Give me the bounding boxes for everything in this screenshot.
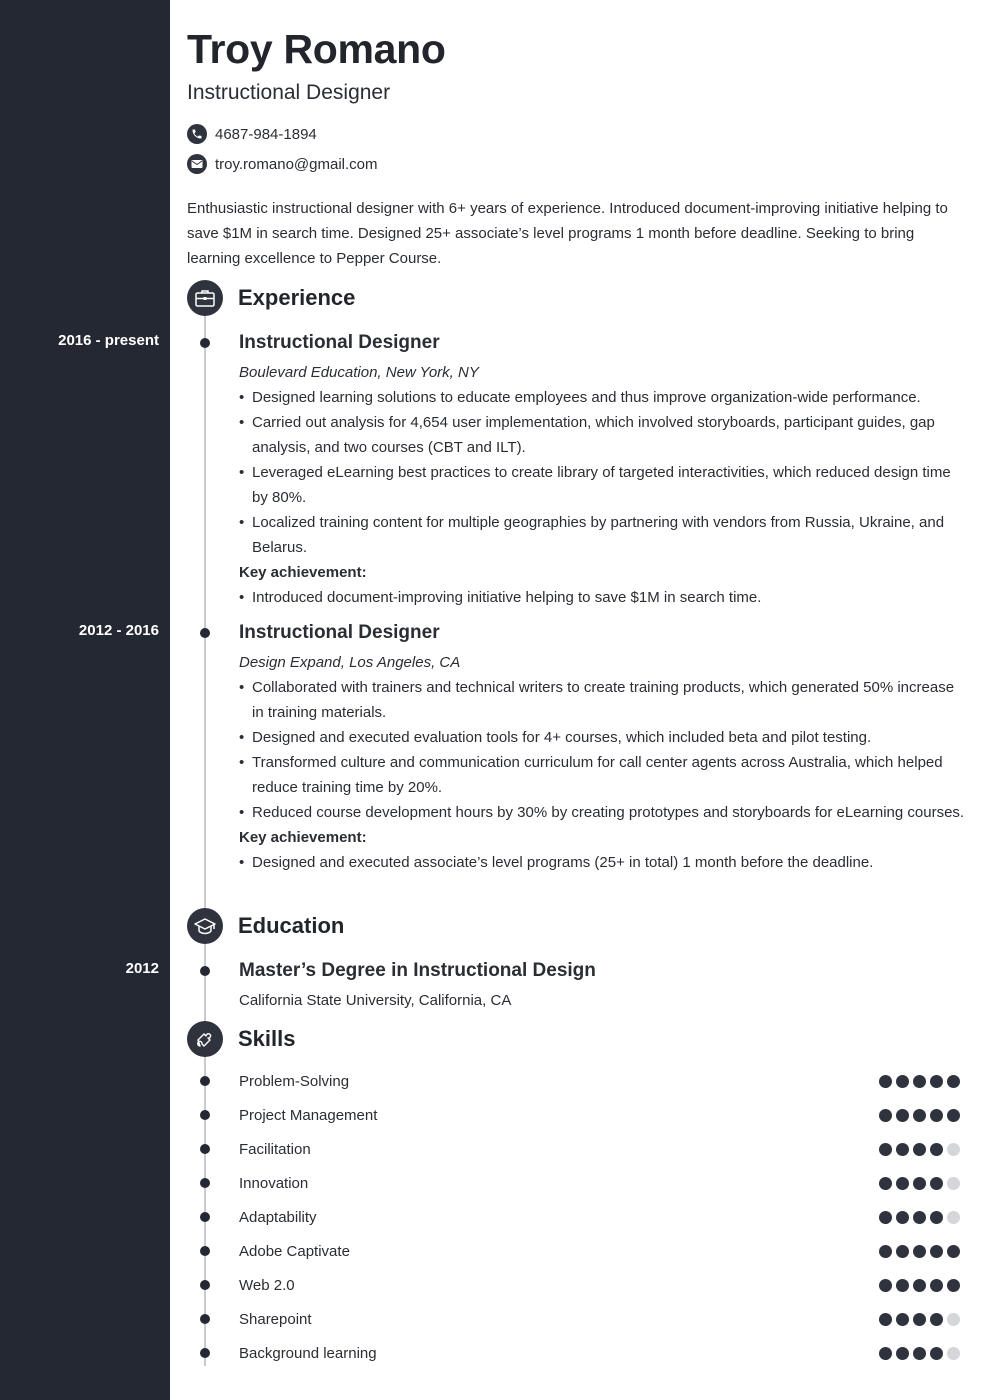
job-bullet: • Leveraged eLearning best practices to create library of targeted interactivities, which reduced design time by 80%. [239,460,969,510]
key-achievement: • Introduced document-improving initiative helping to save $1M in search time. [239,585,969,610]
rating-dot-filled [947,1245,960,1258]
skills-title: Skills [238,1026,296,1051]
job-bullet: • Reduced course development hours by 30% by creating prototypes and storyboards for eLearning courses. [239,800,969,825]
rating-dot-filled [913,1313,926,1326]
education-entry [239,959,969,1013]
skill-rating [875,1143,960,1156]
experience-title: Experience [238,285,356,310]
rating-dot-filled [913,1347,926,1360]
job-bullet: • Transformed culture and communication curriculum for call center agents across Australia, which helped reduce training time by 20%. [239,750,969,800]
skill-name: Adobe Captivate [239,1242,350,1260]
skill-rating [875,1279,960,1292]
skill-rating [875,1211,960,1224]
skill-name: Background learning [239,1344,377,1362]
skill-row [239,1273,960,1297]
rating-dot-filled [913,1143,926,1156]
job-company: Design Expand, Los Angeles, CA [239,654,461,671]
rating-dot-filled [930,1075,943,1088]
rating-dot-empty [947,1211,960,1224]
skill-name: Project Management [239,1106,378,1124]
skill-row [239,1341,960,1365]
rating-dot-filled [913,1245,926,1258]
skill-row [239,1137,960,1161]
briefcase-icon [187,280,223,316]
timeline-dot [200,1178,210,1188]
education-date: 2012 [125,960,159,977]
education-header [187,908,344,944]
job-bullets [239,675,969,825]
rating-dot-filled [896,1075,909,1088]
rating-dot-filled [879,1279,892,1292]
job-date: 2016 - present [58,332,159,349]
timeline-dot [200,1348,210,1358]
job-date: 2012 - 2016 [78,622,159,639]
timeline-dot [200,1280,210,1290]
graduation-cap-icon [187,908,223,944]
skill-rating [875,1177,960,1190]
experience-header [187,280,355,316]
rating-dot-empty [947,1177,960,1190]
rating-dot-filled [879,1075,892,1088]
job-bullets [239,385,969,560]
rating-dot-filled [930,1279,943,1292]
profile-summary: Enthusiastic instructional designer with 6+ years of experience. Introduced document-improving initiative helping to save $1M in search time. Designed 25+ associate’s level programs 1 month before deadline. Seeking to bring learning excellence to Pepper Course. [187,200,948,267]
job-entry [239,621,969,875]
job-bullet: • Localized training content for multiple geographies by partnering with vendors from Russia, Ukraine, and Belarus. [239,510,969,560]
contact-phone [187,123,317,145]
rating-dot-filled [947,1075,960,1088]
rating-dot-filled [896,1109,909,1122]
job-bullet: • Collaborated with trainers and technical writers to create training products, which generated 50% increase in training materials. [239,675,969,725]
job-company: Boulevard Education, New York, NY [239,364,479,381]
timeline-line [204,300,206,1366]
skill-row [239,1103,960,1127]
skill-name: Innovation [239,1174,309,1192]
rating-dot-filled [913,1177,926,1190]
skill-rating [875,1347,960,1360]
key-achievement-label: Key achievement: [239,829,367,846]
rating-dot-filled [896,1347,909,1360]
rating-dot-filled [896,1279,909,1292]
skill-rating [875,1075,960,1088]
candidate-role: Instructional Designer [187,81,391,104]
rating-dot-filled [879,1313,892,1326]
rating-dot-filled [896,1143,909,1156]
job-title: Instructional Designer [239,332,440,353]
skill-name: Adaptability [239,1208,317,1226]
education-title: Education [238,913,345,938]
skill-name: Facilitation [239,1140,311,1158]
rating-dot-filled [913,1109,926,1122]
key-achievement-list [239,850,969,875]
skill-name: Web 2.0 [239,1276,295,1294]
rating-dot-empty [947,1313,960,1326]
skill-row [239,1307,960,1331]
rating-dot-filled [930,1245,943,1258]
candidate-name: Troy Romano [187,26,446,72]
timeline-dot [200,966,210,976]
phone-icon [187,124,207,144]
rating-dot-filled [930,1177,943,1190]
skill-row [239,1239,960,1263]
rating-dot-filled [879,1347,892,1360]
rating-dot-filled [930,1109,943,1122]
rating-dot-filled [896,1245,909,1258]
rating-dot-filled [913,1211,926,1224]
rating-dot-filled [879,1245,892,1258]
rating-dot-filled [947,1279,960,1292]
key-achievement-label: Key achievement: [239,564,367,581]
contact-email [187,153,378,175]
rating-dot-filled [896,1211,909,1224]
rating-dot-filled [930,1313,943,1326]
rating-dot-empty [947,1143,960,1156]
skill-row [239,1205,960,1229]
timeline-dot [200,1076,210,1086]
timeline-dot [200,1110,210,1120]
skill-row [239,1069,960,1093]
key-achievement: • Designed and executed associate’s level programs (25+ in total) 1 month before the deadline. [239,850,969,875]
job-bullet: • Designed learning solutions to educate employees and thus improve organization-wide performance. [239,385,969,410]
degree-title: Master’s Degree in Instructional Design [239,960,596,981]
timeline-dot [200,1246,210,1256]
job-bullet: • Carried out analysis for 4,654 user implementation, which involved storyboards, participant guides, gap analysis, and two courses (CBT and ILT). [239,410,969,460]
rating-dot-filled [930,1211,943,1224]
job-entry [239,331,969,610]
skill-name: Problem-Solving [239,1072,350,1090]
timeline-dot [200,628,210,638]
timeline-dot [200,338,210,348]
puzzle-piece-icon [187,1021,223,1057]
rating-dot-filled [947,1109,960,1122]
skills-header [187,1021,295,1057]
rating-dot-filled [930,1347,943,1360]
job-title: Instructional Designer [239,622,440,643]
rating-dot-filled [930,1143,943,1156]
job-bullet: • Designed and executed evaluation tools for 4+ courses, which included beta and pilot testing. [239,725,969,750]
timeline-dot [200,1314,210,1324]
rating-dot-filled [879,1211,892,1224]
skill-rating [875,1245,960,1258]
rating-dot-empty [947,1347,960,1360]
rating-dot-filled [879,1143,892,1156]
key-achievement-list [239,585,969,610]
skill-rating [875,1313,960,1326]
skill-row [239,1171,960,1195]
email-address: troy.romano@gmail.com [215,155,378,173]
school-name: California State University, California, CA [239,992,512,1009]
phone-number: 4687-984-1894 [215,125,317,143]
timeline-dot [200,1212,210,1222]
timeline-dot [200,1144,210,1154]
rating-dot-filled [879,1177,892,1190]
envelope-icon [187,154,207,174]
rating-dot-filled [896,1313,909,1326]
skill-rating [875,1109,960,1122]
skill-name: Sharepoint [239,1310,312,1328]
rating-dot-filled [913,1075,926,1088]
rating-dot-filled [896,1177,909,1190]
rating-dot-filled [913,1279,926,1292]
rating-dot-filled [879,1109,892,1122]
